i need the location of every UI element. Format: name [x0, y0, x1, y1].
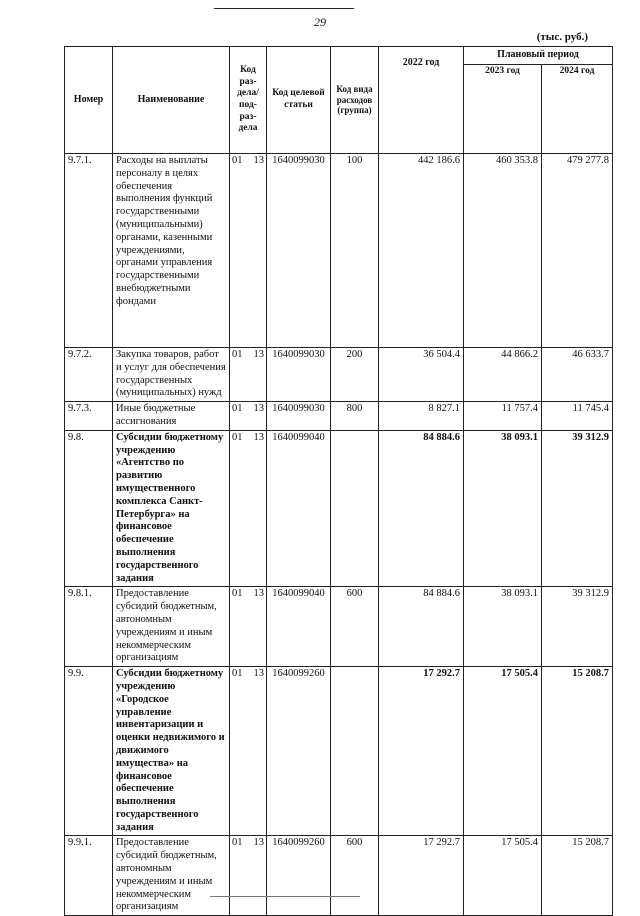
row-value-2022: 17 292.7 [379, 836, 464, 916]
table-row [65, 402, 613, 431]
page-number: 29 [314, 15, 326, 29]
subsection-code: 13 [253, 588, 264, 600]
header-2022: 2022 год [379, 47, 464, 154]
row-target-code: 1640099040 [267, 430, 331, 587]
bottom-rule [210, 896, 360, 897]
row-value-2024: 15 208.7 [542, 836, 613, 916]
subsection-code: 13 [253, 403, 264, 415]
row-name: Предоставление субсидий бюджетным, автономным учреждениям и иным некоммерческим организациям [113, 836, 230, 916]
row-value-2023: 38 093.1 [464, 430, 542, 587]
row-target-code: 1640099260 [267, 836, 331, 916]
header-row [65, 47, 613, 65]
row-value-2024: 46 633.7 [542, 348, 613, 402]
table-row [65, 430, 613, 587]
row-section-code [230, 430, 267, 587]
row-target-code: 1640099030 [267, 154, 331, 348]
row-number: 9.9. [65, 667, 113, 836]
units-label: (тыс. руб.) [536, 31, 588, 43]
section-code: 01 [232, 668, 243, 680]
section-code: 01 [232, 588, 243, 600]
row-name: Предоставление субсидий бюджетным, автономным учреждениям и иным некоммерческим организациям [113, 587, 230, 667]
section-code: 01 [232, 837, 243, 849]
row-expense-type: 600 [331, 836, 379, 916]
row-name: Субсидии бюджетному учреждению «Городское управление инвентаризации и оценки недвижимого и движимого имущества» на финансовое обеспечение выполнения государственного задания [113, 667, 230, 836]
row-expense-type [331, 667, 379, 836]
row-target-code: 1640099030 [267, 348, 331, 402]
row-section-code [230, 587, 267, 667]
row-value-2024: 39 312.9 [542, 587, 613, 667]
row-target-code: 1640099040 [267, 587, 331, 667]
row-value-2022: 84 884.6 [379, 587, 464, 667]
row-section-code [230, 667, 267, 836]
row-value-2024: 11 745.4 [542, 402, 613, 431]
header-target: Код целевой статьи [267, 47, 331, 154]
row-value-2023: 460 353.8 [464, 154, 542, 348]
row-name: Субсидии бюджетному учреждению «Агентство по развитию имущественного комплекса Санкт-Петербурга» на финансовое обеспечение выполнения государственного задания [113, 430, 230, 587]
row-value-2023: 38 093.1 [464, 587, 542, 667]
table-row [65, 587, 613, 667]
row-number: 9.8.1. [65, 587, 113, 667]
row-number: 9.7.3. [65, 402, 113, 431]
header-2023: 2023 год [464, 65, 542, 154]
header-planned: Плановый период [464, 47, 613, 65]
header-section: Код раз-дела/ под-раз-дела [230, 47, 267, 154]
row-value-2023: 11 757.4 [464, 402, 542, 431]
row-expense-type: 600 [331, 587, 379, 667]
row-value-2024: 479 277.8 [542, 154, 613, 348]
table-row [65, 154, 613, 348]
table-row [65, 667, 613, 836]
subsection-code: 13 [253, 837, 264, 849]
section-code: 01 [232, 155, 243, 166]
row-name: Иные бюджетные ассигнования [113, 402, 230, 431]
table-row [65, 348, 613, 402]
row-expense-type: 100 [331, 154, 379, 348]
row-number: 9.8. [65, 430, 113, 587]
row-target-code: 1640099030 [267, 402, 331, 431]
budget-table [64, 46, 613, 916]
row-expense-type: 800 [331, 402, 379, 431]
row-value-2023: 17 505.4 [464, 667, 542, 836]
subsection-code: 13 [253, 431, 264, 443]
section-code: 01 [232, 403, 243, 415]
row-value-2022: 17 292.7 [379, 667, 464, 836]
subsection-code: 13 [253, 668, 264, 680]
header-name: Наименование [113, 47, 230, 154]
row-value-2022: 442 186.6 [379, 154, 464, 348]
row-section-code [230, 348, 267, 402]
row-expense-type: 200 [331, 348, 379, 402]
header-expense: Код вида расходов (группа) [331, 47, 379, 154]
row-value-2024: 39 312.9 [542, 430, 613, 587]
row-name: Расходы на выплаты персоналу в целях обеспечения выполнения функций государственными (муниципальными) органами, казенными учреждениями, органами управления государственными внебюджетными фондами [113, 154, 230, 348]
subsection-code: 13 [253, 155, 264, 166]
row-target-code: 1640099260 [267, 667, 331, 836]
row-number: 9.7.1. [65, 154, 113, 348]
section-code: 01 [232, 349, 243, 360]
header-2024: 2024 год [542, 65, 613, 154]
row-number: 9.9.1. [65, 836, 113, 916]
row-value-2022: 8 827.1 [379, 402, 464, 431]
row-value-2023: 17 505.4 [464, 836, 542, 916]
row-value-2022: 36 504.4 [379, 348, 464, 402]
section-code: 01 [232, 431, 243, 443]
row-value-2024: 15 208.7 [542, 667, 613, 836]
row-section-code [230, 402, 267, 431]
row-section-code [230, 836, 267, 916]
row-expense-type [331, 430, 379, 587]
top-rule [214, 8, 354, 9]
row-value-2022: 84 884.6 [379, 430, 464, 587]
table-row [65, 836, 613, 916]
subsection-code: 13 [253, 349, 264, 360]
row-value-2023: 44 866.2 [464, 348, 542, 402]
row-number: 9.7.2. [65, 348, 113, 402]
row-section-code [230, 154, 267, 348]
row-name: Закупка товаров, работ и услуг для обеспечения государственных (муниципальных) нужд [113, 348, 230, 402]
header-number: Номер [65, 47, 113, 154]
